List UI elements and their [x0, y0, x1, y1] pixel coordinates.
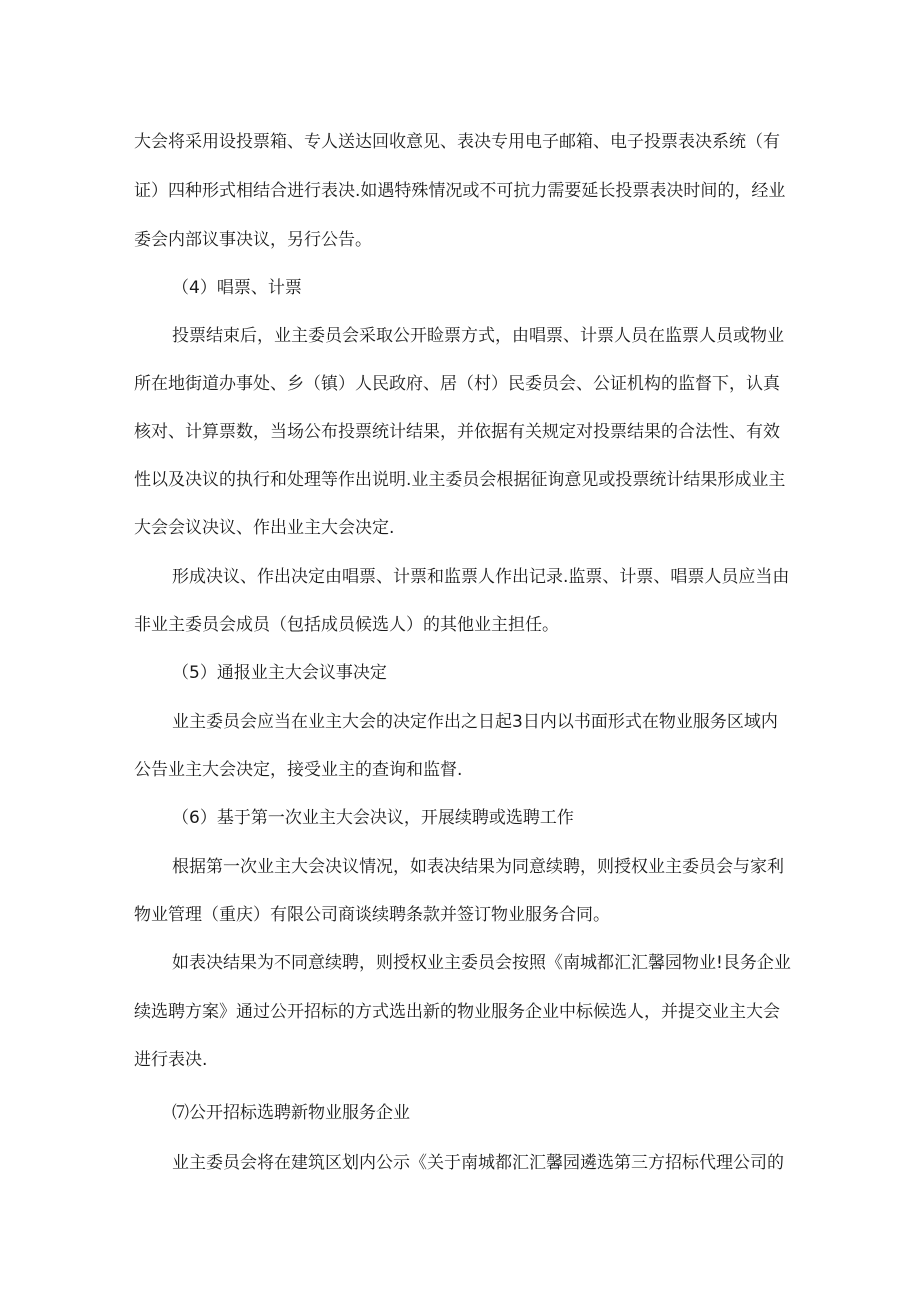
section-heading-5: （5）通报业主大会议事决定 — [172, 663, 387, 683]
body-text-line: 根据第一次业主大会决议情况，如表决结果为同意续聘，则授权业主委员会与家利 — [172, 857, 784, 877]
body-text-line: 核对、计算票数，当场公布投票统计结果，并依据有关规定对投票结果的合法性、有效 — [134, 422, 780, 442]
body-text-line: 投票结束后，业主委员会采取公开睑票方式，由唱票、计票人员在监票人员或物业 — [172, 326, 784, 346]
section-heading-7: ⑺公开招标选聘新物业服务企业 — [172, 1103, 410, 1123]
body-text-line: 业主委员会应当在业主大会的决定作出之日起3日内以书面形式在物业服务区域内 — [172, 712, 778, 732]
body-text-line: 性以及决议的执行和处理等作出说明.业主委员会根据征询意见或投票统计结果形成业主 — [134, 470, 786, 490]
body-text-line: 物业管理（重庆）有限公司商谈续聘条款并签订物业服务合同。 — [134, 905, 610, 925]
body-text-line: 如表决结果为不同意续聘，则授权业主委员会按照《南城都汇汇馨园物业!艮务企业 — [172, 953, 791, 973]
body-text-line: 进行表决. — [134, 1050, 208, 1070]
section-heading-6: （6）基于第一次业主大会决议，开展续聘或选聘工作 — [172, 808, 574, 828]
section-heading-4: （4）唱票、计票 — [172, 278, 302, 298]
body-text-line: 委会内部议事决议，另行公告。 — [134, 230, 372, 250]
body-text-line: 业主委员会将在建筑区划内公示《关于南城都汇汇馨园遴选第三方招标代理公司的 — [172, 1153, 784, 1173]
body-text-line: 大会将采用设投票箱、专人送达回收意见、表决专用电子邮箱、电子投票表决系统（有 — [134, 132, 780, 152]
body-text-line: 公告业主大会决定，接受业主的查询和监督. — [134, 760, 463, 780]
body-text-line: 非业主委员会成员（包括成员候选人）的其他业主担任。 — [134, 615, 559, 635]
body-text-line: 所在地街道办事处、乡（镇）人民政府、居（村）民委员会、公证机构的监督下，认真 — [134, 374, 780, 394]
body-text-line: 续选聘方案》通过公开招标的方式选出新的物业服务企业中标候选人，并提交业主大会 — [134, 1002, 780, 1022]
body-text-line: 大会会议决议、作出业主大会决定. — [134, 518, 395, 538]
body-text-line: 形成决议、作出决定由唱票、计票和监票人作出记录.监票、计票、唱票人员应当由 — [172, 567, 790, 587]
body-text-line: 证）四种形式相结合进行表决.如遇特殊情况或不可抗力需要延长投票表决时间的，经业 — [134, 181, 786, 201]
